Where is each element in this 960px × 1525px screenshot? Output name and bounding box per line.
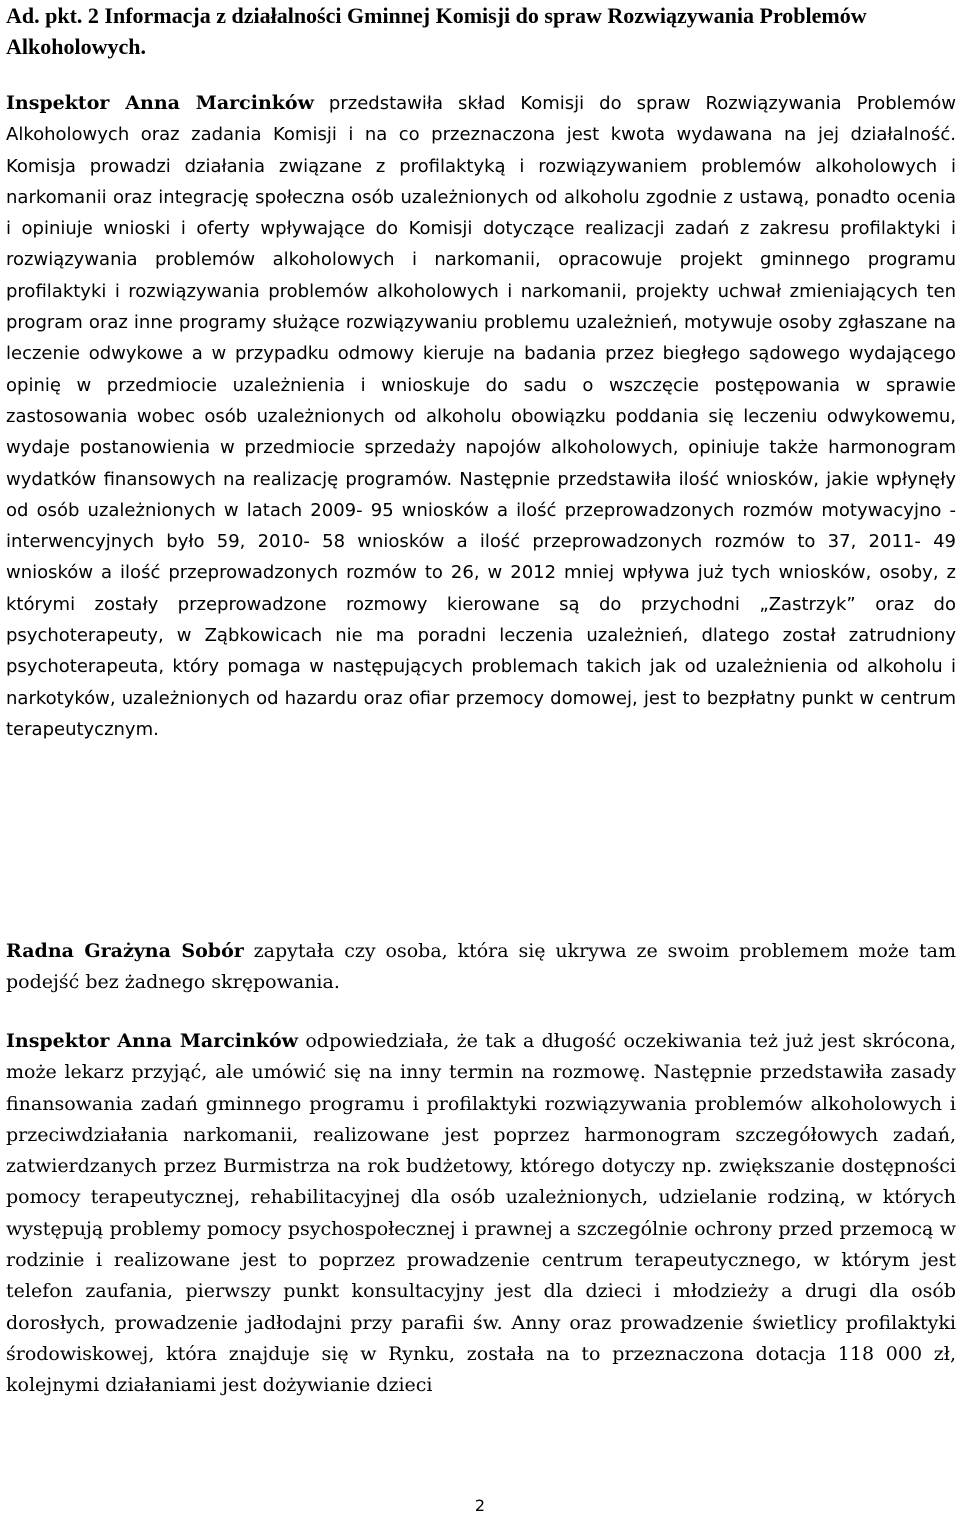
page-number: 2 [474, 1496, 486, 1515]
paragraph-councillor-question [6, 936, 956, 999]
paragraph-text: zapytała czy osoba, która się ukrywa ze swoim problemem może tam podejść bez żadnego skrępowania. [6, 940, 957, 994]
speaker-name: Inspektor Anna Marcinków [6, 1030, 299, 1052]
section-heading: Ad. pkt. 2 Informacja z działalności Gminnej Komisji do spraw Rozwiązywania Problemów Alkoholowych. [6, 3, 867, 59]
paragraph-commission-report [6, 88, 956, 745]
speaker-name: Inspektor Anna Marcinków [6, 92, 314, 114]
paragraph-text: odpowiedziała, że tak a długość oczekiwania też już jest skrócona, może lekarz przyjąć, ale umówić się na inny termin na rozmowę. Następnie przedstawiła zasady finansowania zadań gminnego programu i profilaktyki rozwiązywania problemów alkoholowych i przeciwdziałania narkomanii, realizowane jest poprzez harmonogram szczegółowych zadań, zatwierdzanych przez Burmistrza na rok budżetowy, którego dotyczy np. zwiększanie dostępności pomocy terapeutycznej, rehabilitacyjnej dla osób uzależnionych, udzielanie rodziną, w których występują problemy pomocy psychospołecznej i prawnej a szczególnie ochrony przed przemocą w rodzinie i realizowane jest to poprzez prowadzenie centrum terapeutycznego, w którym jest telefon zaufania, pierwszy punkt konsultacyjny jest dla dzieci i młodzieży a drugi dla osób dorosłych, prowadzenie jadłodajni przy parafii św. Anny oraz prowadzenie świetlicy profilaktyki środowiskowej, która znajduje się w Rynku, została na to przeznaczona dotacja 118 000 zł, kolejnymi działaniami jest dożywianie dzieci [6, 1030, 956, 1397]
paragraph-text: przedstawiła skład Komisji do spraw Rozwiązywania Problemów Alkoholowych oraz zadania Komisji i na co przeznaczona jest kwota wydawana na jej działalność. [6, 93, 956, 146]
speaker-name: Radna Grażyna Sobór [6, 940, 244, 962]
paragraph-text: Komisja prowadzi działania związane z profilaktyką i rozwiązywaniem problemów alkoholowych i narkomanii oraz integrację społeczna osób uzależnionych od alkoholu zgodnie z ustawą, ponadto ocenia i opiniuje wnioski i oferty wpływające do Komisji dotyczące realizacji zadań z zakresu profilaktyki i rozwiązywania problemów alkoholowych i narkomanii, opracowuje projekt gminnego programu profilaktyki i rozwiązywania problemów alkoholowych i narkomanii, projekty uchwał zmieniających ten program oraz inne programy służące rozwiązywaniu problemu uzależnień, motywuje osoby zgłaszane na leczenie odwykowe a w przypadku odmowy kieruje na badania przez biegłego sądowego wydającego opinię w przedmiocie uzależnienia i wnioskuje do sadu o wszczęcie postępowania w sprawie zastosowania wobec osób uzależnionych od alkoholu obowiązku poddania się leczeniu odwykowemu, wydaje postanowienia w przedmiocie sprzedaży napojów alkoholowych, opiniuje także harmonogram wydatków finansowych na realizację programów. Następnie przedstawiła ilość wniosków, jakie wpłynęły od osób uzależnionych w latach 2009- 95 wniosków a ilość przeprowadzonych rozmów motywacyjno -interwencyjnych było 59, 2010- 58 wniosków a ilość przeprowadzonych rozmów to 37, 2011- 49 wniosków a ilość przeprowadzonych rozmów to 26, w 2012 mniej wpływa już tych wniosków, osoby, z którymi zostały przeprowadzone rozmowy kierowane są do przychodni „Zastrzyk” oraz do psychoterapeuty, w Ząbkowicach nie ma poradni leczenia uzależnień, dlatego został zatrudniony psychoterapeuta, który pomaga w następujących problemach takich jak od uzależnienia od alkoholu i narkotyków, uzależnionych od hazardu oraz ofiar przemocy domowej, jest to bezpłatny punkt w centrum terapeutycznym. [6, 155, 956, 740]
paragraph-inspector-answer [6, 1026, 956, 1402]
